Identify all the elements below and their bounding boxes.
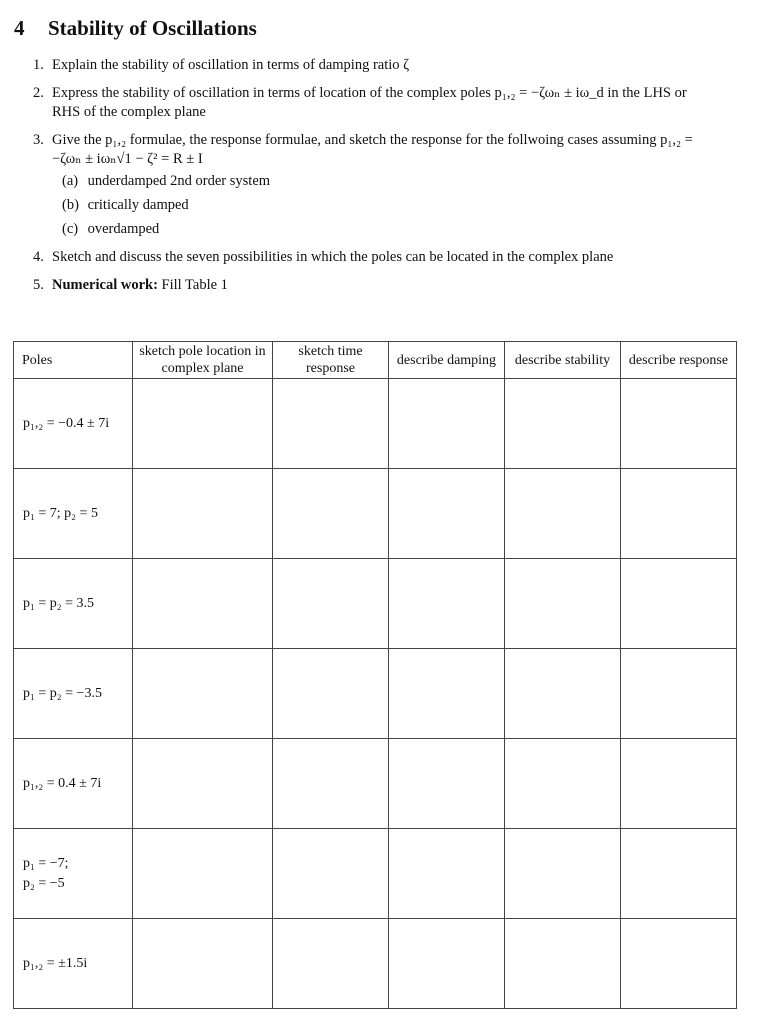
pole-line-2: p₂ = −5 (23, 875, 65, 891)
question-text: Express the stability of oscillation in terms of location of the complex poles p₁,₂ = −ζωₙ ± iω_d in the LHS or (52, 85, 687, 101)
question-number: 1. (33, 57, 44, 73)
answer-cell[interactable] (389, 649, 505, 739)
answer-cell[interactable] (389, 919, 505, 1009)
question-3 (33, 131, 733, 239)
table-row (14, 919, 737, 1009)
header-time-response: sketch time response (273, 342, 389, 379)
pole-cell (14, 829, 133, 919)
subquestion-text: underdamped 2nd order system (87, 173, 271, 189)
answer-cell[interactable] (273, 559, 389, 649)
answer-cell[interactable] (273, 469, 389, 559)
answer-cell[interactable] (621, 919, 737, 1009)
answer-cell[interactable] (133, 919, 273, 1009)
answer-cell[interactable] (621, 829, 737, 919)
answer-cell[interactable] (273, 829, 389, 919)
header-stability: describe stability (505, 342, 621, 379)
answer-cell[interactable] (133, 469, 273, 559)
answer-cell[interactable] (273, 649, 389, 739)
answer-cell[interactable] (273, 379, 389, 469)
answer-cell[interactable] (273, 919, 389, 1009)
section-heading (14, 16, 257, 41)
answer-cell[interactable] (621, 469, 737, 559)
header-response: describe response (621, 342, 737, 379)
header-poles: Poles (14, 342, 133, 379)
answer-cell[interactable] (505, 739, 621, 829)
question-list (33, 56, 733, 304)
question-2 (33, 84, 733, 122)
answer-cell[interactable] (273, 739, 389, 829)
question-1 (33, 56, 733, 75)
answer-cell[interactable] (621, 649, 737, 739)
answer-cell[interactable] (505, 379, 621, 469)
table-row (14, 739, 737, 829)
question-text: Give the p₁,₂ formulae, the response formulae, and sketch the response for the follwoing cases assuming p₁,₂ = (52, 132, 693, 148)
question-bold-label: Numerical work: (52, 277, 158, 293)
question-text-cont: RHS of the complex plane (52, 104, 206, 120)
answer-cell[interactable] (389, 739, 505, 829)
section-title: Stability of Oscillations (48, 16, 257, 40)
answer-cell[interactable] (505, 559, 621, 649)
question-formula: −ζωₙ ± iωₙ√1 − ζ² = R ± I (52, 151, 203, 167)
question-text: Sketch and discuss the seven possibilities in which the poles can be located in the complex plane (52, 249, 614, 265)
table-header-row (14, 342, 737, 379)
pole-cell: p₁ = p₂ = 3.5 (14, 559, 133, 649)
answer-cell[interactable] (505, 469, 621, 559)
subquestion-text: overdamped (87, 221, 160, 237)
question-number: 5. (33, 277, 44, 293)
question-number: 3. (33, 132, 44, 148)
table-row (14, 559, 737, 649)
answer-cell[interactable] (133, 829, 273, 919)
question-number: 2. (33, 85, 44, 101)
subquestion-label: (c) (62, 221, 79, 237)
pole-cell: p₁,₂ = −0.4 ± 7i (14, 379, 133, 469)
answer-cell[interactable] (133, 379, 273, 469)
answer-cell[interactable] (389, 379, 505, 469)
answer-cell[interactable] (133, 559, 273, 649)
table-row (14, 379, 737, 469)
answer-cell[interactable] (389, 829, 505, 919)
subquestion-label: (b) (62, 197, 79, 213)
answer-cell[interactable] (133, 649, 273, 739)
subquestion-text: critically damped (87, 197, 189, 213)
section-number: 4 (14, 16, 25, 40)
question-5 (33, 276, 733, 295)
pole-cell: p₁ = 7; p₂ = 5 (14, 469, 133, 559)
question-text: Fill Table 1 (157, 277, 228, 293)
answer-cell[interactable] (505, 919, 621, 1009)
table-row (14, 829, 737, 919)
answer-cell[interactable] (389, 469, 505, 559)
table-row (14, 649, 737, 739)
answer-cell[interactable] (621, 379, 737, 469)
subquestion-c (62, 220, 733, 239)
question-number: 4. (33, 249, 44, 265)
question-text: Explain the stability of oscillation in terms of damping ratio ζ (52, 57, 410, 73)
answer-cell[interactable] (621, 739, 737, 829)
answer-cell[interactable] (621, 559, 737, 649)
question-4 (33, 248, 733, 267)
header-damping: describe damping (389, 342, 505, 379)
subquestion-label: (a) (62, 173, 79, 189)
header-pole-location: sketch pole location in complex plane (133, 342, 273, 379)
table-row (14, 469, 737, 559)
pole-cell: p₁,₂ = 0.4 ± 7i (14, 739, 133, 829)
pole-cell: p₁ = p₂ = −3.5 (14, 649, 133, 739)
pole-line-1: p₁ = −7; (23, 855, 69, 871)
answer-cell[interactable] (505, 649, 621, 739)
subquestion-list (52, 172, 733, 239)
subquestion-a (62, 172, 733, 191)
answer-cell[interactable] (389, 559, 505, 649)
subquestion-b (62, 196, 733, 215)
answer-cell[interactable] (133, 739, 273, 829)
answer-cell[interactable] (505, 829, 621, 919)
poles-table (13, 341, 737, 1009)
pole-cell: p₁,₂ = ±1.5i (14, 919, 133, 1009)
